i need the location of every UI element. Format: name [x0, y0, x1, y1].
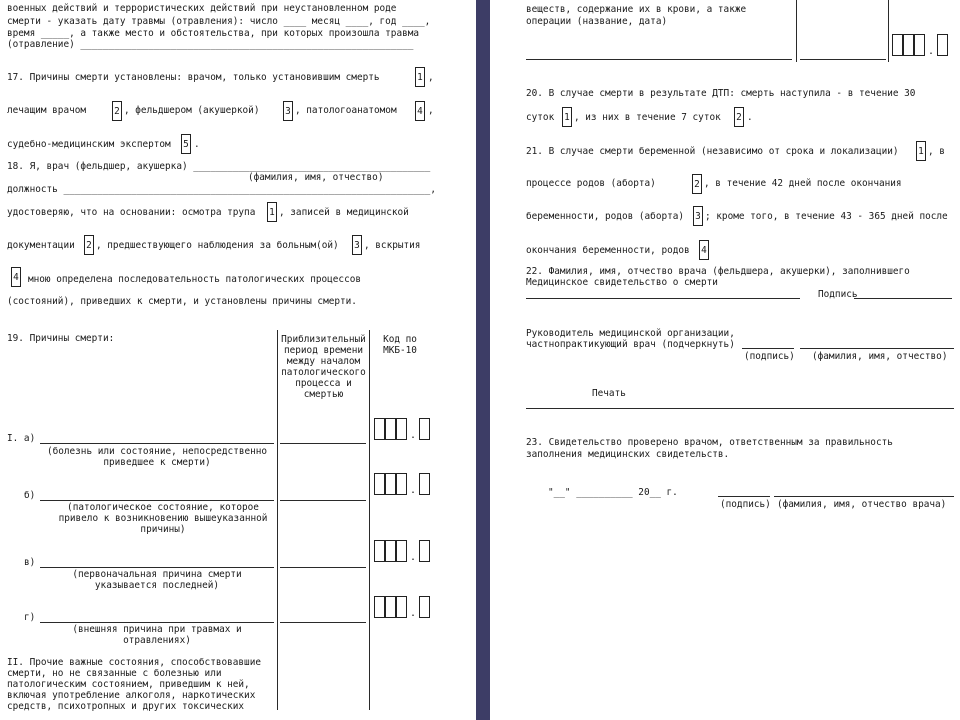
item-18-records: , записей в медицинской	[279, 207, 409, 218]
item-18-documentation: документации	[7, 240, 75, 251]
trauma-date-line: смерти - указать дату травмы (отравления): число ____ месяц ____, год ____,	[7, 16, 431, 27]
other-conditions-text: II. Прочие важные состояния, способствовавшие смерти, но не связанные с болезнью или патологическим состоянием, приведшим к ней, включая употребление алкоголя, наркотических средств, психотропных и других токсических	[7, 657, 261, 712]
checker-signature-input-line[interactable]	[718, 496, 770, 497]
item-18-conclusion: (состояний), приведших к смерти, и установлены причины смерти.	[7, 296, 357, 307]
punctuation: , в	[928, 146, 945, 157]
cause-caption-b: (патологическое состояние, которое привело к возникновению вышеуказанной причины)	[58, 502, 268, 535]
field-caption-signature: (подпись)	[720, 499, 771, 510]
item-18-observation: , предшествующего наблюдения за больным(ой)	[96, 240, 339, 251]
row-label-c: в)	[24, 557, 36, 568]
column-header-interval: Приблизительный период времени между началом патологического процесса и смертью	[281, 334, 366, 400]
checker-name-input-line[interactable]	[774, 496, 954, 497]
item-20-week: , из них в течение 7 суток	[574, 112, 721, 123]
item-17-feldsher: , фельдшером (акушеркой)	[124, 105, 260, 116]
cause-caption-c: (первоначальная причина смерти указывается последней)	[72, 569, 242, 591]
column-header-icd-code: Код по МКБ-10	[383, 334, 417, 356]
trauma-time-line: время _____, а также место и обстоятельства, при которых произошла травма	[7, 28, 420, 39]
item-21-after-pregnancy: окончания беременности, родов	[526, 245, 690, 256]
table-divider	[796, 0, 797, 62]
trauma-text-line-1: военных действий и террористических действий при неустановленном роде	[7, 3, 397, 14]
option-box[interactable]: 1	[267, 202, 277, 222]
seal-label: Печать	[592, 388, 626, 399]
option-box[interactable]: 1	[562, 107, 572, 127]
form-page-left: военных действий и террористических действий при неустановленном роде смерти - указать дату травмы (отравления): число ____ месяц ____, год ____, время _____, а также место и обстоятельства, при которых произошла травма (отравление) ___________________________________________________________ 17. Причины смерти установлены: врачом, только установившим смерть 1 , лечащим врачом 2 , фельдшером (акушеркой) 3 , патологоанатомом 4 , судебно-медицинским экспертом 5 . 18. Я, врач (фельдшер, акушерка) __________________________________________ (фамилия, имя, отчество) должность _________________________________________________________________, удостоверяю, что на основании: осмотра трупа 1 , записей в медицинской документации 2 , предшествующего наблюдения за больным(ой) 3 , вскрытия 4 мною определена последовательность патологических процессов (состояний), приведших к смерти, и установлены причины смерти. 19. Причины смерти: Приблизительный период времени между началом патологического процесса и смертью Код по МКБ-10 I. а) (болезнь или состояние, непосредственно приведшее к смерти) . б) (патологическое состояние, которое привело к возникновению вышеуказанной причины) . в) (первоначальная причина смерти указывается последней) . г) (внешняя причина при травмах и отравлениях) . II. Прочие важные состояния, способствовавшие смерти, но не связанные с болезнью или патологическим состоянием, приведшим к ней, включая употребление алкоголя, наркотических средств, психотропных и других токсических	[0, 0, 476, 720]
position-line: должность _________________________________________________________________,	[7, 184, 436, 195]
item-17-text: 17. Причины смерти установлены: врачом, только установившим смерть	[7, 72, 380, 83]
interval-input-line-d[interactable]	[280, 622, 366, 623]
option-box[interactable]: 4	[699, 240, 709, 260]
item-18-certify: удостоверяю, что на основании: осмотра трупа	[7, 207, 256, 218]
item-22-text: 22. Фамилия, имя, отчество врача (фельдшера, акушерки), заполнившего	[526, 266, 910, 277]
option-box[interactable]: 3	[283, 101, 293, 121]
item-17-expert: судебно-медицинским экспертом	[7, 139, 171, 150]
option-box[interactable]: 5	[181, 134, 191, 154]
field-caption-doctor-fio: (фамилия, имя, отчество врача)	[777, 499, 947, 510]
doctor-name-input-line[interactable]	[526, 298, 800, 299]
item-21-365-days: ; кроме того, в течение 43 - 365 дней после	[705, 211, 948, 222]
section-separator	[526, 408, 954, 409]
item-20-text: 20. В случае смерти в результате ДТП: смерть наступила - в течение 30	[526, 88, 916, 99]
option-box[interactable]: 3	[693, 206, 703, 226]
field-caption-fio: (фамилия, имя, отчество)	[248, 172, 384, 183]
item-22-certificate: Медицинское свидетельство о смерти	[526, 277, 718, 288]
row-label-a: I. а)	[7, 433, 36, 444]
option-box[interactable]: 4	[415, 101, 425, 121]
option-box[interactable]: 2	[112, 101, 122, 121]
interval-input-line-other[interactable]	[800, 59, 886, 60]
item-21-text: 21. В случае смерти беременной (независимо от срока и локализации)	[526, 146, 899, 157]
item-18-sequence: мною определена последовательность патологических процессов	[28, 274, 362, 285]
field-caption-fio: (фамилия, имя, отчество)	[812, 351, 948, 362]
interval-input-line-c[interactable]	[280, 567, 366, 568]
item-23-text: 23. Свидетельство проверено врачом, ответственным за правильность	[526, 437, 893, 448]
item-17-attending: лечащим врачом	[7, 105, 87, 116]
signature-label: Подпись	[818, 289, 858, 300]
punctuation: .	[747, 112, 753, 123]
interval-input-line-a[interactable]	[280, 443, 366, 444]
head-name-input-line[interactable]	[800, 348, 954, 349]
operations-text: операции (название, дата)	[526, 16, 668, 27]
item-18-doctor-line: 18. Я, врач (фельдшер, акушерка) __________________________________________	[7, 161, 431, 172]
table-divider	[888, 0, 889, 62]
row-label-b: б)	[24, 490, 36, 501]
item-21-pregnancy-end: беременности, родов (аборта)	[526, 211, 685, 222]
cause-input-line-c[interactable]	[40, 567, 274, 568]
cause-caption-d: (внешняя причина при травмах и отравлениях)	[72, 624, 242, 646]
punctuation: ,	[428, 72, 434, 83]
item-21-childbirth: процессе родов (аборта)	[526, 178, 656, 189]
item-23-text-2: заполнения медицинских свидетельств.	[526, 449, 730, 460]
option-box[interactable]: 2	[692, 174, 702, 194]
cause-caption-a: (болезнь или состояние, непосредственно приведшее к смерти)	[46, 446, 268, 468]
cause-input-line-b[interactable]	[40, 500, 274, 501]
substances-text: веществ, содержание их в крови, а также	[526, 4, 747, 15]
item-20-days: суток	[526, 112, 555, 123]
head-of-organization-label: Руководитель медицинской организации,	[526, 328, 735, 339]
cause-input-line-a[interactable]	[40, 443, 274, 444]
item-18-autopsy: , вскрытия	[364, 240, 421, 251]
table-divider	[369, 330, 370, 710]
date-field[interactable]: "__" __________ 20__ г.	[548, 487, 678, 498]
item-21-42-days: , в течение 42 дней после окончания	[704, 178, 902, 189]
option-box[interactable]: 1	[916, 141, 926, 161]
option-box[interactable]: 1	[415, 67, 425, 87]
punctuation: .	[194, 139, 200, 150]
option-box[interactable]: 2	[734, 107, 744, 127]
row-label-d: г)	[24, 612, 36, 623]
trauma-place-line: (отравление) ___________________________________________________________	[7, 39, 414, 50]
head-signature-input-line[interactable]	[742, 348, 794, 349]
option-box[interactable]: 4	[11, 267, 21, 287]
signature-input-line[interactable]	[854, 298, 952, 299]
interval-input-line-b[interactable]	[280, 500, 366, 501]
cause-input-line-d[interactable]	[40, 622, 274, 623]
item-17-pathologist: , патологоанатомом	[295, 105, 397, 116]
option-box[interactable]: 3	[352, 235, 362, 255]
field-caption-signature: (подпись)	[744, 351, 795, 362]
punctuation: ,	[428, 105, 434, 116]
cause-input-line-other[interactable]	[526, 59, 792, 60]
option-box[interactable]: 2	[84, 235, 94, 255]
item-19-title: 19. Причины смерти:	[7, 333, 115, 344]
private-doctor-label: частнопрактикующий врач (подчеркнуть)	[526, 339, 735, 350]
form-page-right: веществ, содержание их в крови, а также операции (название, дата) . 20. В случае смерти в результате ДТП: смерть наступила - в течение 30 суток 1 , из них в течение 7 суток 2 . 21. В случае смерти беременной (независимо от срока и локализации) 1 , в процессе родов (аборта) 2 , в течение 42 дней после окончания беременности, родов (аборта) 3 ; кроме того, в течение 43 - 365 дней после окончания беременности, родов 4 22. Фамилия, имя, отчество врача (фельдшера, акушерки), заполнившего Медицинское свидетельство о смерти Подпись Руководитель медицинской организации, частнопрактикующий врач (подчеркнуть) (подпись) (фамилия, имя, отчество) Печать 23. Свидетельство проверено врачом, ответственным за правильность заполнения медицинских свидетельств. "__" __________ 20__ г. (подпись) (фамилия, имя, отчество врача)	[490, 0, 960, 720]
